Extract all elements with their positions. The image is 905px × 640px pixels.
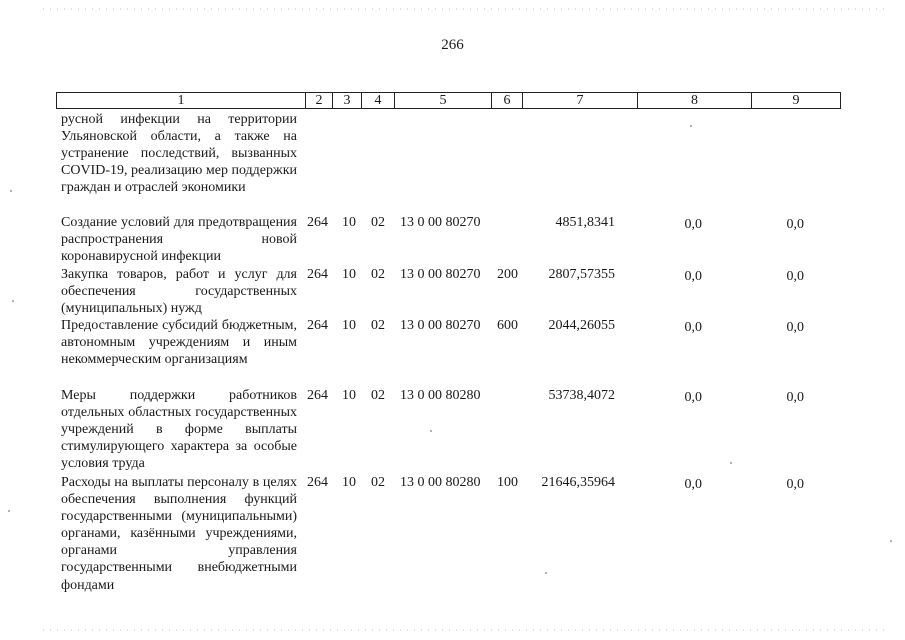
cell-target-article: 13 0 00 80270 — [400, 267, 481, 282]
cell-amount: 4851,8341 — [555, 215, 615, 230]
scan-speck — [8, 510, 10, 512]
cell-target-article: 13 0 00 80280 — [400, 388, 481, 403]
table-row-description: Закупка товаров, работ и услуг для обеспечения государственных (муниципальных) нужд — [61, 267, 297, 317]
cell-ministry-code: 264 — [307, 475, 328, 490]
header-cell-7: 7 — [522, 93, 637, 108]
cell-expense-type: 100 — [497, 475, 518, 490]
scan-speck — [690, 125, 692, 127]
cell-target-article: 13 0 00 80270 — [400, 215, 481, 230]
table-header-row — [56, 92, 841, 109]
header-cell-6: 6 — [491, 93, 522, 108]
cell-amount-3: 0,0 — [786, 320, 804, 335]
header-cell-1: 1 — [177, 93, 185, 108]
cell-ministry-code: 264 — [307, 388, 328, 403]
cell-amount-3: 0,0 — [786, 390, 804, 405]
header-cell-2: 2 — [305, 93, 332, 108]
cell-ministry-code: 264 — [307, 318, 328, 333]
cell-amount-3: 0,0 — [786, 217, 804, 232]
scan-speck — [12, 300, 14, 302]
header-cell-9: 9 — [751, 93, 840, 108]
table-row-description: русной инфекции на территории Ульяновской области, а также на устранение последствий, вызванных COVID-19, реализацию мер поддержки граждан и отраслей экономики — [61, 112, 297, 196]
scan-noise-bottom — [40, 629, 890, 631]
cell-subsection: 02 — [371, 267, 385, 282]
cell-section: 10 — [342, 388, 356, 403]
scan-speck — [10, 190, 12, 192]
cell-target-article: 13 0 00 80280 — [400, 475, 481, 490]
cell-section: 10 — [342, 215, 356, 230]
cell-subsection: 02 — [371, 318, 385, 333]
table-row-description: Расходы на выплаты персоналу в целях обеспечения выполнения функций государственными (муниципальными) органами, казёнными учреждениями, органами управления государственными внебюджетными фондами — [61, 475, 297, 593]
cell-subsection: 02 — [371, 475, 385, 490]
table-row-description: Предоставление субсидий бюджетным, автономным учреждениям и иным некоммерческим организациям — [61, 318, 297, 368]
cell-target-article: 13 0 00 80270 — [400, 318, 481, 333]
cell-amount: 21646,35964 — [541, 475, 615, 490]
cell-subsection: 02 — [371, 388, 385, 403]
cell-amount-2: 0,0 — [684, 320, 702, 335]
table-row-description: Меры поддержки работников отдельных областных государственных учреждений в форме выплаты стимулирующего характера за особые условия труда — [61, 388, 297, 472]
scan-speck — [730, 462, 732, 464]
cell-section: 10 — [342, 267, 356, 282]
cell-amount: 2044,26055 — [548, 318, 615, 333]
cell-amount-3: 0,0 — [786, 477, 804, 492]
cell-expense-type: 200 — [497, 267, 518, 282]
header-cell-8: 8 — [637, 93, 751, 108]
cell-amount: 53738,4072 — [548, 388, 615, 403]
header-cell-3: 3 — [332, 93, 361, 108]
cell-ministry-code: 264 — [307, 267, 328, 282]
cell-expense-type: 600 — [497, 318, 518, 333]
cell-subsection: 02 — [371, 215, 385, 230]
cell-amount-3: 0,0 — [786, 269, 804, 284]
cell-ministry-code: 264 — [307, 215, 328, 230]
scan-speck — [890, 540, 892, 542]
cell-amount-2: 0,0 — [684, 390, 702, 405]
scan-speck — [430, 430, 432, 432]
page-number: 266 — [441, 37, 464, 53]
cell-amount-2: 0,0 — [684, 217, 702, 232]
scan-speck — [545, 572, 547, 574]
header-cell-5: 5 — [394, 93, 491, 108]
cell-amount-2: 0,0 — [684, 269, 702, 284]
header-cell-4: 4 — [361, 93, 394, 108]
scan-noise-top — [40, 8, 890, 10]
cell-amount-2: 0,0 — [684, 477, 702, 492]
cell-section: 10 — [342, 318, 356, 333]
cell-amount: 2807,57355 — [548, 267, 615, 282]
cell-section: 10 — [342, 475, 356, 490]
table-row-description: Создание условий для предотвращения распространения новой коронавирусной инфекции — [61, 215, 297, 265]
